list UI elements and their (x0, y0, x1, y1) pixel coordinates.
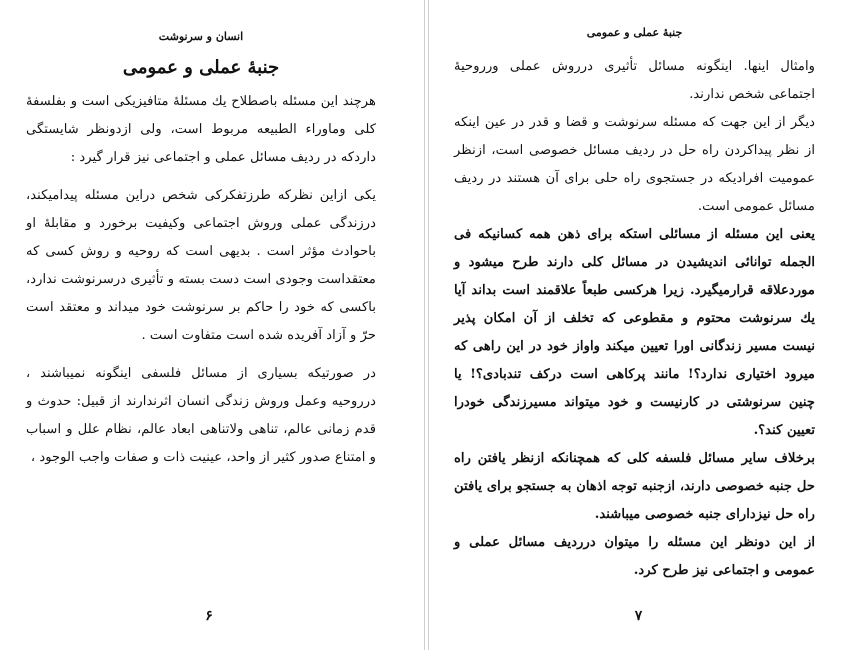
right-page (432, 0, 845, 650)
running-header: انسان و سرنوشت (158, 30, 244, 43)
paragraph-2: دیگر از این جهت که مسئله سرنوشت و قضا و قدر در عین اینکه از نظر پیداکردن راه حل در ردیف مسائل خصوصی است، ازنظر عمومیت افرادیکه در جستجوی راه حلی برای آن هستند در ردیف مسائل عمومی است. (454, 115, 815, 214)
paragraph-5: از این دونظر این مسئله را میتوان درردیف مسائل عملی و عمومی و اجتماعی نیز طرح کرد. (454, 535, 815, 578)
running-header: جنبهٔ عملی و عمومی (586, 26, 683, 39)
page-divider (424, 0, 425, 650)
page-number: ۷ (634, 608, 643, 624)
paragraph-3: یعنی این مسئله از مسائلی استکه برای ذهن همه کسانیکه فی الجمله توانائی اندیشیدن در مسائل کلی دارند طرح میشود و موردعلاقه قرارمیگیرد. زیرا هرکسی طبعاً علاقمند است بداند آیا یك سرنوشت محتوم و مقطوعی که تخلف از آن امکان پذیر نیست مسیر زندگانی اورا تعیین میکند واواز خود در این راهی که میرود اختیاری ندارد؟! مانند پرکاهی است درکف تندبادی؟! یا چنین سرنوشتی در کارنیست و خود میتواند مسیرزندگی خودرا تعیین کند؟. (454, 227, 815, 438)
paragraph-1: وامثال اینها. اینگونه مسائل تأثیری درروش عملی ورروحیهٔ اجتماعی شخص ندارند. (454, 59, 815, 102)
left-page (0, 0, 418, 650)
section-title: جنبهٔ عملی و عمومی (122, 57, 280, 78)
page-divider-inner (428, 0, 429, 650)
paragraph-1: هرچند این مسئله باصطلاح یك مسئلهٔ متافیزیکی است و بفلسفهٔ کلی وماوراء الطبیعه مربوط است، ولی ازدونظر شایستگی داردکه در ردیف مسائل عملی و اجتماعی نیز قرار گیرد : (26, 94, 376, 165)
paragraph-2: یکی ازاین نظرکه طرزتفکرکی شخص دراین مسئله پیدامیکند، درزندگی عملی وروش اجتماعی وکیفیت برخورد و مقابلهٔ او باحوادث مؤثر است . بدیهی است که روحیه و روش کسی که معتقداست وجودی است دست بسته و تأثیری درسرنوشت ندارد، باکسی که خود را حاکم بر سرنوشت خود میداند و معتقد است حرّ و آزاد آفریده شده است متفاوت است . (26, 188, 376, 343)
paragraph-3: در صورتیکه بسیاری از مسائل فلسفی اینگونه نمیباشند ، درروحیه وعمل وروش زندگی انسان اثرندارند از قبیل: حدوث و قدم زمانی عالم، تناهی ولاتناهی ابعاد عالم، نظام علل و اسباب و امتناع صدور کثیر از واحد، عینیت ذات و صفات واجب الوجود ، (26, 366, 376, 465)
page-number: ۶ (205, 608, 213, 624)
paragraph-4: برخلاف سایر مسائل فلسفه کلی که همچنانکه ازنظر یافتن راه حل جنبه خصوصی دارند، ازجنبه توجه اذهان به جستجو برای یافتن راه حل نیزدارای جنبه خصوصی میباشند. (454, 451, 815, 522)
